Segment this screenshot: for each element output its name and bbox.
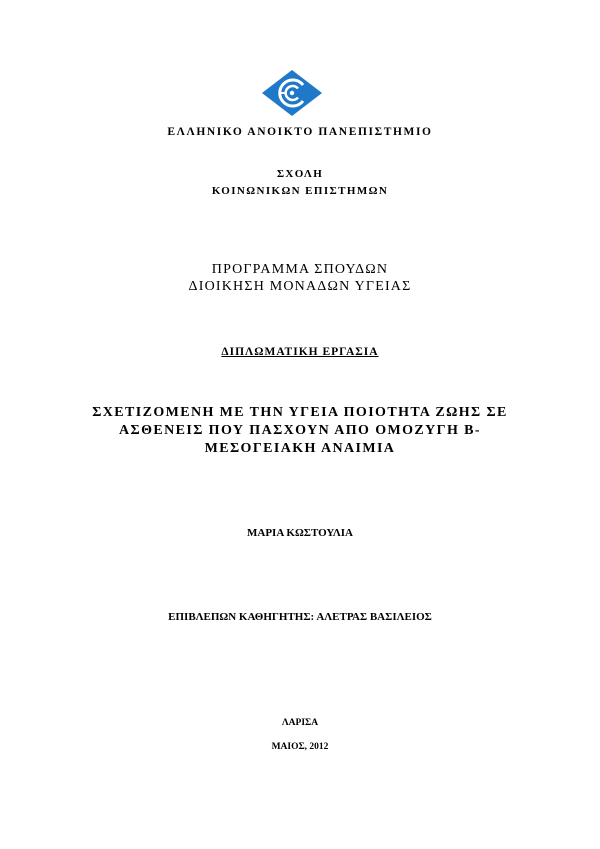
- supervisor-line: ΕΠΙΒΛΕΠΩΝ ΚΑΘΗΓΗΤΗΣ: ΑΛΕΤΡΑΣ ΒΑΣΙΛΕΙΟΣ: [168, 611, 432, 623]
- thesis-title-line: ΣΧΕΤΙΖΟΜΕΝΗ ΜΕ ΤΗΝ ΥΓΕΙΑ ΠΟΙΟΤΗΤΑ ΖΩΗΣ ΣΕ: [92, 405, 508, 420]
- date: ΜΑΙΟΣ, 2012: [271, 742, 329, 752]
- university-logo-icon: [262, 70, 322, 116]
- city: ΛΑΡΙΣΑ: [281, 718, 319, 728]
- author-name: ΜΑΡΙΑ ΚΩΣΤΟΥΛΙΑ: [247, 527, 353, 539]
- university-name: ΕΛΛΗΝΙΚΟ ΑΝΟΙΚΤΟ ΠΑΝΕΠΙΣΤΗΜΙΟ: [167, 126, 433, 138]
- school-name: ΚΟΙΝΩΝΙΚΩΝ ΕΠΙΣΤΗΜΩΝ: [211, 185, 389, 197]
- school-label: ΣΧΟΛΗ: [276, 168, 324, 180]
- thesis-title-line: ΑΣΘΕΝΕΙΣ ΠΟΥ ΠΑΣΧΟΥΝ ΑΠΟ ΟΜΟΖΥΓΗ Β-: [119, 423, 481, 438]
- thesis-title-line: ΜΕΣΟΓΕΙΑΚΗ ΑΝΑΙΜΙΑ: [204, 441, 396, 456]
- program-name: ΔΙΟΙΚΗΣΗ ΜΟΝΑΔΩΝ ΥΓΕΙΑΣ: [188, 279, 412, 294]
- program-label: ΠΡΟΓΡΑΜΜΑ ΣΠΟΥΔΩΝ: [211, 262, 389, 277]
- document-type: ΔΙΠΛΩΜΑΤΙΚΗ ΕΡΓΑΣΙΑ: [221, 346, 379, 358]
